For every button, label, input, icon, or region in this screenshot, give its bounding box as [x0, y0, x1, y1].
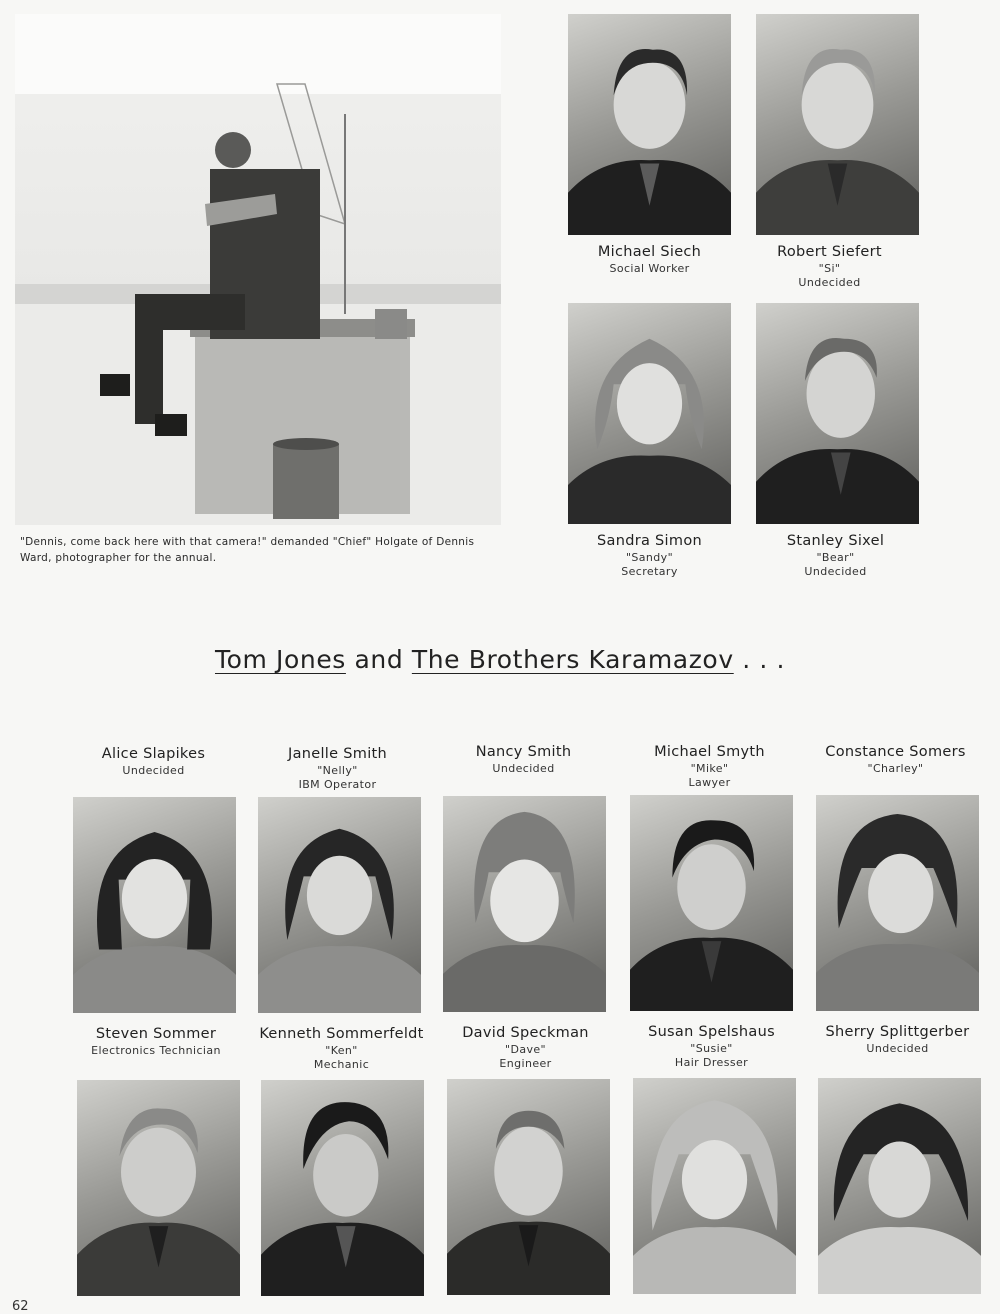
candid-photo — [15, 14, 501, 525]
portrait-nancy-smith — [443, 796, 606, 1012]
portrait-robert-siefert — [756, 14, 919, 235]
portrait-michael-siech — [568, 14, 731, 235]
student-ambition: Social Worker — [609, 261, 690, 275]
portrait-silhouette-icon — [816, 795, 979, 1011]
student-name: Susan Spelshaus — [648, 1024, 775, 1040]
student-nickname: "Nelly" — [317, 763, 358, 777]
portrait-silhouette-icon — [568, 303, 731, 524]
portrait-silhouette-icon — [77, 1080, 240, 1296]
portrait-silhouette-icon — [630, 795, 793, 1011]
portrait-silhouette-icon — [443, 796, 606, 1012]
portrait-silhouette-icon — [73, 797, 236, 1013]
student-ambition: Electronics Technician — [91, 1043, 221, 1057]
portrait-steven-sommer — [77, 1080, 240, 1296]
portrait-silhouette-icon — [756, 303, 919, 524]
student-name: Nancy Smith — [475, 744, 572, 760]
portrait-constance-somers — [816, 795, 979, 1011]
student-ambition: Mechanic — [313, 1057, 370, 1071]
caption-robert-siefert — [748, 243, 911, 290]
student-nickname: "Si" — [818, 261, 841, 275]
student-name: Sandra Simon — [597, 533, 702, 549]
portrait-susan-spelshaus — [633, 1078, 796, 1294]
headline-ellipsis: . . . — [742, 645, 785, 674]
student-ambition: Undecided — [122, 763, 185, 777]
student-nickname: "Dave" — [504, 1042, 546, 1056]
page-number: 62 — [12, 1299, 29, 1314]
caption-nancy-smith — [442, 743, 605, 776]
student-name: David Speckman — [462, 1025, 589, 1041]
portrait-silhouette-icon — [447, 1079, 610, 1295]
student-nickname: "Charley" — [867, 761, 924, 775]
section-headline — [0, 645, 1000, 674]
student-ambition: Hair Dresser — [674, 1055, 749, 1069]
student-name: Steven Sommer — [95, 1026, 217, 1042]
student-name: Michael Siech — [597, 244, 702, 260]
caption-janelle-smith — [256, 745, 419, 792]
caption-alice-slapikes — [72, 745, 235, 778]
book-title-brothers-karamazov: The Brothers Karamazov — [411, 645, 734, 674]
portrait-silhouette-icon — [261, 1080, 424, 1296]
student-ambition: Engineer — [499, 1056, 552, 1070]
student-name: Sherry Splittgerber — [825, 1024, 970, 1040]
student-name: Constance Somers — [825, 744, 966, 760]
student-nickname: "Susie" — [690, 1041, 733, 1055]
portrait-silhouette-icon — [818, 1078, 981, 1294]
portrait-silhouette-icon — [756, 14, 919, 235]
student-ambition: Secretary — [621, 564, 678, 578]
book-title-tom-jones: Tom Jones — [214, 645, 346, 674]
student-ambition: Lawyer — [688, 775, 731, 789]
portrait-silhouette-icon — [258, 797, 421, 1013]
candid-photo-caption: "Dennis, come back here with that camera!" demanded "Chief" Holgate of Dennis Ward, photographer for the annual. — [20, 536, 475, 565]
portrait-silhouette-icon — [633, 1078, 796, 1294]
caption-kenneth-sommerfeldt — [250, 1025, 433, 1072]
portrait-michael-smyth — [630, 795, 793, 1011]
student-ambition: Undecided — [804, 564, 867, 578]
classroom-scene-illustration — [15, 14, 501, 525]
portrait-janelle-smith — [258, 797, 421, 1013]
student-ambition: IBM Operator — [298, 777, 377, 791]
student-name: Michael Smyth — [654, 744, 765, 760]
portrait-kenneth-sommerfeldt — [261, 1080, 424, 1296]
headline-joiner: and — [354, 645, 404, 674]
portrait-alice-slapikes — [73, 797, 236, 1013]
portrait-sherry-splittgerber — [818, 1078, 981, 1294]
student-ambition: Undecided — [492, 761, 555, 775]
student-name: Robert Siefert — [777, 244, 882, 260]
caption-susan-spelshaus — [630, 1023, 793, 1070]
student-ambition: Undecided — [798, 275, 861, 289]
caption-michael-smyth — [628, 743, 791, 790]
student-nickname: "Bear" — [816, 550, 855, 564]
student-name: Janelle Smith — [288, 746, 387, 762]
student-name: Alice Slapikes — [101, 746, 206, 762]
caption-constance-somers — [814, 743, 977, 776]
caption-steven-sommer — [66, 1025, 246, 1058]
student-nickname: "Mike" — [690, 761, 729, 775]
student-ambition: Undecided — [866, 1041, 929, 1055]
portrait-david-speckman — [447, 1079, 610, 1295]
caption-stanley-sixel — [754, 532, 917, 579]
portrait-sandra-simon — [568, 303, 731, 524]
portrait-stanley-sixel — [756, 303, 919, 524]
caption-sherry-splittgerber — [810, 1023, 985, 1056]
caption-david-speckman — [444, 1024, 607, 1071]
caption-sandra-simon — [568, 532, 731, 579]
portrait-silhouette-icon — [568, 14, 731, 235]
student-nickname: "Sandy" — [625, 550, 674, 564]
caption-michael-siech — [568, 243, 731, 276]
student-name: Kenneth Sommerfeldt — [259, 1026, 424, 1042]
student-name: Stanley Sixel — [786, 533, 885, 549]
student-nickname: "Ken" — [325, 1043, 358, 1057]
